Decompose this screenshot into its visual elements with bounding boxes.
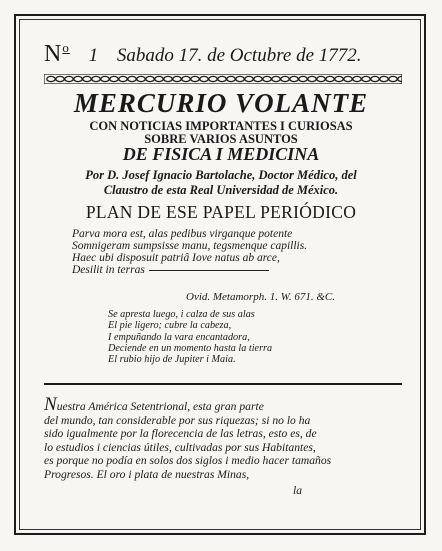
chain-link — [110, 76, 118, 81]
chain-link — [389, 76, 397, 81]
author-credit: Por D. Josef Ignacio Bartolache, Doctor Médico, del Claustro de esta Real Universidad de México. — [85, 168, 357, 197]
verse-line: El rubio hijo de Jupiter i Maia. — [108, 354, 236, 366]
chain-link — [92, 76, 100, 81]
decorative-chain-border — [44, 74, 402, 84]
issue-number: 1 — [88, 45, 99, 66]
chain-link — [326, 76, 334, 81]
body-line: lo estudios i ciencias útiles, cultivadas por sus Habitantes, — [44, 440, 316, 454]
chain-link — [281, 76, 289, 81]
verse-line: El pie ligero; cubre la cabeza, — [108, 320, 232, 332]
chain-link — [353, 76, 361, 81]
body-paragraph — [44, 394, 404, 481]
chain-link — [290, 76, 298, 81]
chain-link — [218, 76, 226, 81]
chain-link — [263, 76, 271, 81]
chain-link — [200, 76, 208, 81]
chain-link — [182, 76, 190, 81]
chain-link — [371, 76, 379, 81]
chain-link — [236, 76, 244, 81]
chain-link — [56, 76, 64, 81]
chain-link — [380, 76, 388, 81]
chain-link — [173, 76, 181, 81]
chain-link — [299, 76, 307, 81]
chain-link — [317, 76, 325, 81]
latin-verse — [72, 228, 402, 276]
dash-rule — [149, 270, 269, 271]
chain-link — [137, 76, 145, 81]
section-divider — [44, 383, 402, 385]
body-line: es porque no podía en solos dos siglos i medio hacer tamaños — [44, 454, 332, 467]
verse-line: Somnigeram sumpsisse manu, tegsmenque capillis. — [72, 240, 308, 252]
chain-link — [245, 76, 253, 81]
chain-link — [155, 76, 163, 81]
chain-link — [191, 76, 199, 81]
body-line: Progresos. El oro i plata de nuestras Minas, — [44, 467, 250, 481]
spanish-verse — [108, 309, 368, 365]
chain-link — [227, 76, 235, 81]
chain-link — [308, 76, 316, 81]
chain-link — [146, 76, 154, 81]
body-line: sido igualmente por la florecencia de las letras, esto es, de — [44, 427, 317, 440]
body-line: Nuestra América Setentrional, esta gran parte — [44, 394, 264, 415]
chain-link — [164, 76, 172, 81]
chain-link — [209, 76, 217, 81]
plan-heading: PLAN DE ESE PAPEL PERIÓDICO — [85, 202, 357, 222]
body-line: del mundo, tan considerable por sus riquezas; si no lo ha — [44, 413, 311, 427]
verse-line: I empuñando la vara encantadora, — [108, 331, 250, 343]
chain-link — [47, 76, 55, 81]
verse-line: Desilit in terras — [72, 264, 402, 276]
verse-line: Deciende en un momento hasta la tierra — [108, 342, 273, 354]
subtitle: CON NOTICIAS IMPORTANTES I CURIOSAS SOBRE VARIOS ASUNTOS — [89, 119, 353, 146]
chain-link — [74, 76, 82, 81]
verse-line: Haec ubi disposuit patriâ Iove natus ab arce, — [72, 252, 280, 264]
chain-link — [128, 76, 136, 81]
chain-link — [101, 76, 109, 81]
masthead — [44, 40, 404, 70]
chain-link — [119, 76, 127, 81]
chain-link — [362, 76, 370, 81]
chain-link — [272, 76, 280, 81]
number-label: $N^o$ — [44, 40, 70, 67]
ovid-citation: Ovid. Metamorph. 1. W. 671. &C. — [186, 291, 336, 303]
chain-link — [254, 76, 262, 81]
catchword: la — [293, 484, 303, 497]
drop-cap: N — [44, 394, 57, 415]
chain-link — [398, 76, 402, 81]
chain-link — [65, 76, 73, 81]
chain-link — [83, 76, 91, 81]
chain-link — [344, 76, 352, 81]
verse-line: Parva mora est, alas pedibus virganque potente — [72, 228, 293, 240]
issue-date: Sabado 17. de Octubre de 1772. — [116, 45, 362, 66]
verse-line: Se apresta luego, i calza de sus alas — [108, 309, 255, 320]
chain-link — [335, 76, 343, 81]
newspaper-title: MERCURIO VOLANTE — [73, 88, 369, 118]
topic-heading: DE FISICA I MEDICINA — [122, 144, 320, 164]
